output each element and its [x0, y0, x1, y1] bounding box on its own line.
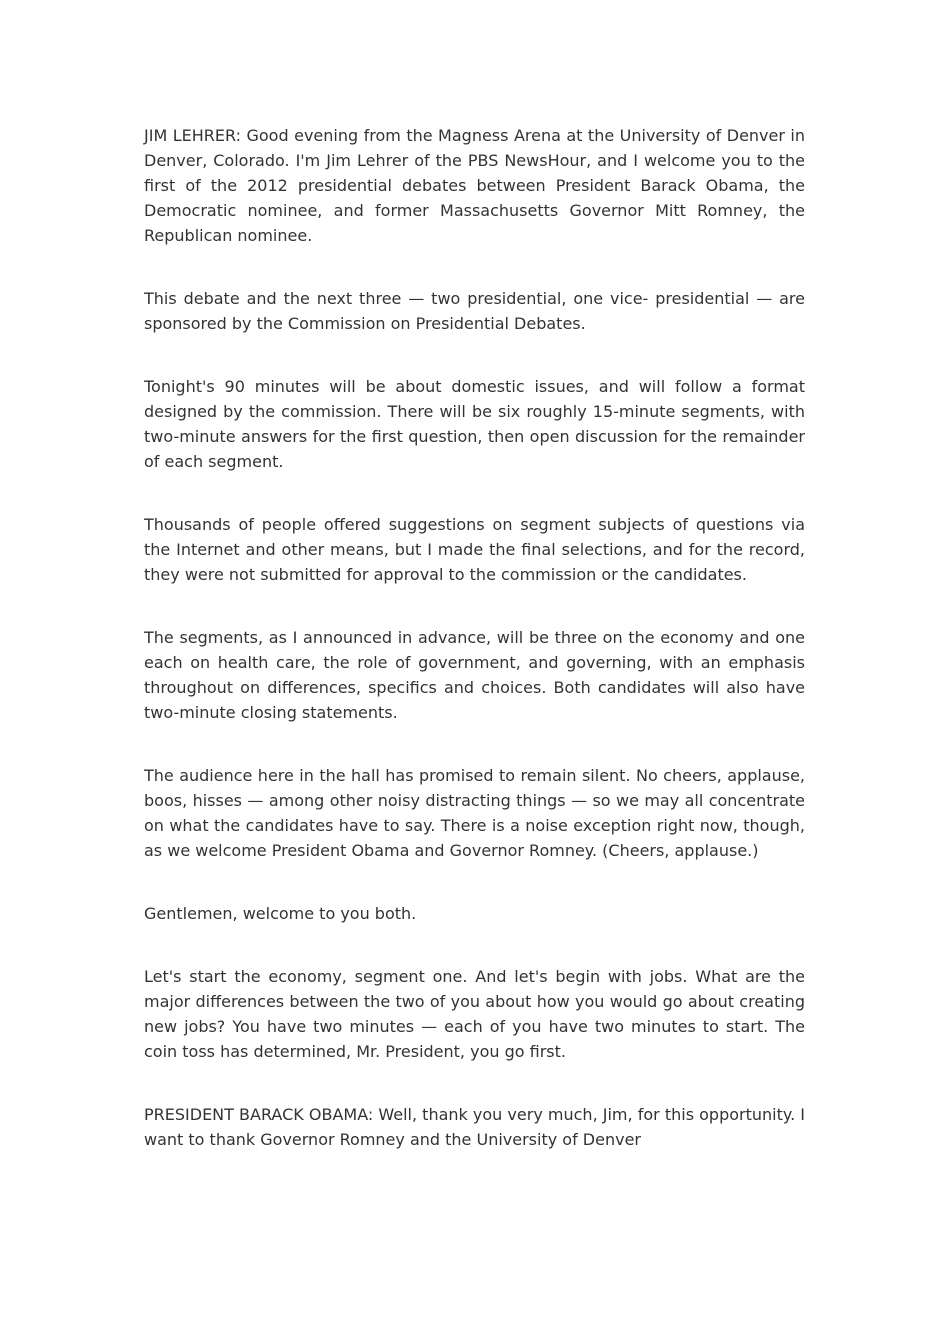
paragraph-sponsors: This debate and the next three — two presidential, one vice- presidential — are sponsored by the Commission on Presidential Debates.	[144, 289, 805, 333]
paragraph-question-selection: Thousands of people offered suggestions on segment subjects of questions via the Internet and other means, but I made the final selections, and for the record, they were not submitted for approval to the commission or the candidates.	[144, 515, 805, 584]
paragraph-welcome-both: Gentlemen, welcome to you both.	[144, 904, 417, 923]
paragraph-lehrer-welcome: JIM LEHRER: Good evening from the Magness Arena at the University of Denver in Denver, Colorado. I'm Jim Lehrer of the PBS NewsHour, and I welcome you to the first of the 2012 presidential debates between President Barack Obama, the Democratic nominee, and former Massachusetts Governor Mitt Romney, the Republican nominee.	[144, 126, 805, 245]
document-page	[144, 123, 805, 1190]
paragraph-format: Tonight's 90 minutes will be about domestic issues, and will follow a format designed by the commission. There will be six roughly 15-minute segments, with two-minute answers for the first question, then open discussion for the remainder of each segment.	[144, 377, 805, 471]
paragraph-audience: The audience here in the hall has promised to remain silent. No cheers, applause, boos, hisses — among other noisy distracting things — so we may all concentrate on what the candidates have to say. There is a noise exception right now, though, as we welcome President Obama and Governor Romney. (Cheers, applause.)	[144, 766, 805, 860]
paragraph-segments: The segments, as I announced in advance, will be three on the economy and one each on health care, the role of government, and governing, with an emphasis throughout on differences, specifics and choices. Both candidates will also have two-minute closing statements.	[144, 628, 805, 722]
paragraph-obama-response: PRESIDENT BARACK OBAMA: Well, thank you very much, Jim, for this opportunity. I want to thank Governor Romney and the University of Denver	[144, 1105, 805, 1149]
paragraph-first-question: Let's start the economy, segment one. And let's begin with jobs. What are the major differences between the two of you about how you would go about creating new jobs? You have two minutes — each of you have two minutes to start. The coin toss has determined, Mr. President, you go first.	[144, 967, 805, 1061]
